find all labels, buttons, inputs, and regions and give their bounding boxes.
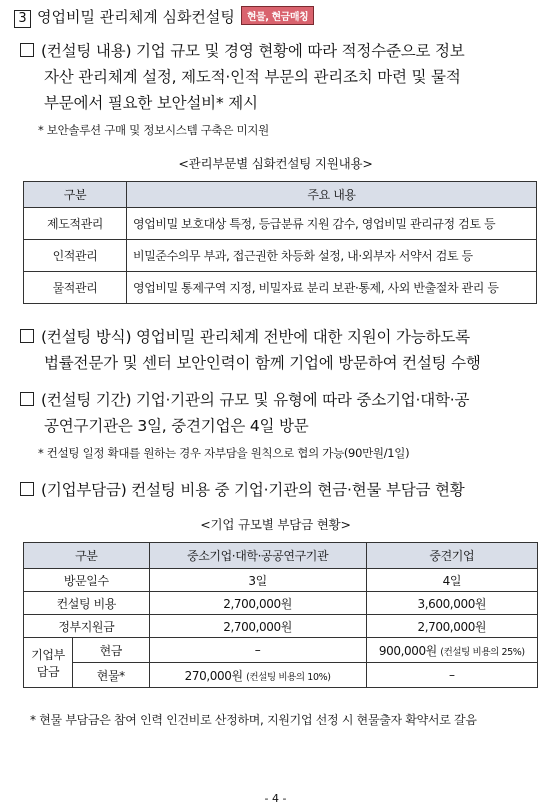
burden-line-1: (기업부담금) 컨설팅 비용 중 기업·기관의 현금·현물 부담금 현황 [41, 481, 465, 499]
page-number: - 4 - [264, 792, 287, 805]
inkind-label: 현물* [73, 663, 150, 688]
table1-row1-category: 제도적관리 [24, 208, 127, 240]
content-note: * 보안솔루션 구매 및 정보시스템 구축은 미지원 [38, 123, 269, 137]
table2-header-category: 구분 [24, 543, 150, 569]
table-row [24, 208, 537, 240]
checkbox-bullet-icon [20, 482, 34, 496]
cash-mid-value: 900,000원 [378, 643, 437, 658]
table-row [24, 272, 537, 304]
table1-row1-content: 영업비밀 보호대상 특정, 등급분류 지원 감수, 영업비밀 관리규정 검토 등 [127, 208, 537, 240]
cash-sme-value: – [149, 638, 366, 663]
checkbox-bullet-icon [20, 43, 34, 57]
row-label: 컨설팅 비용 [24, 592, 150, 615]
section-title-row [14, 6, 314, 28]
table-row [24, 569, 538, 592]
period-paragraph [20, 387, 545, 439]
support-content-table [23, 181, 537, 304]
row-mid-value: 2,700,000원 [366, 615, 537, 638]
row-mid-value: 3,600,000원 [366, 592, 537, 615]
table-row [24, 592, 538, 615]
row-sme-value: 2,700,000원 [149, 615, 366, 638]
table1-row3-content: 영업비밀 통제구역 지정, 비밀자료 분리 보관·통제, 사외 반출절차 관리 등 [127, 272, 537, 304]
content-line-2: 자산 관리체계 설정, 제도적·인적 부문의 관리조치 마련 및 물적 [44, 68, 461, 86]
table1-caption: <관리부문별 심화컨설팅 지원내용> [178, 156, 373, 171]
row-sme-value: 3일 [149, 569, 366, 592]
content-line-3: 부문에서 필요한 보안설비* 제시 [44, 94, 258, 112]
row-mid-value: 4일 [366, 569, 537, 592]
section-title: 영업비밀 관리체계 심화컨설팅 [37, 8, 235, 26]
inkind-sme-value: 270,000원 [184, 668, 243, 683]
content-line-1: (컨설팅 내용) 기업 규모 및 경영 현황에 따라 적정수준으로 정보 [41, 42, 465, 60]
table2-caption: <기업 규모별 부담금 현황> [200, 517, 351, 532]
period-note: * 컨설팅 일정 확대를 원하는 경우 자부담을 원칙으로 협의 가능(90만원/1일) [38, 446, 410, 460]
row-label: 방문일수 [24, 569, 150, 592]
method-paragraph [20, 324, 545, 376]
row-sme-value: 2,700,000원 [149, 592, 366, 615]
method-line-2: 법률전문가 및 센터 보안인력이 함께 기업에 방문하여 컨설팅 수행 [44, 354, 481, 372]
cash-label: 현금 [73, 638, 150, 663]
burden-group-label: 기업부담금 [24, 638, 73, 688]
table1-header-content: 주요 내용 [127, 182, 537, 208]
table2-header-sme: 중소기업·대학·공공연구기관 [149, 543, 366, 569]
inkind-sme-note: (컨설팅 비용의 10%) [246, 671, 331, 683]
section-number: 3 [14, 10, 31, 28]
period-line-1: (컨설팅 기간) 기업·기관의 규모 및 유형에 따라 중소기업·대학·공 [41, 391, 470, 409]
inkind-mid-value: – [366, 663, 537, 688]
period-line-2: 공연구기관은 3일, 중견기업은 4일 방문 [44, 417, 309, 435]
cash-mid-note: (컨설팅 비용의 25%) [440, 646, 525, 658]
inkind-sme-cell [149, 663, 366, 688]
table2-header-mid: 중견기업 [366, 543, 537, 569]
table1-row2-content: 비밀준수의무 부과, 접근권한 차등화 설정, 내·외부자 서약서 검토 등 [127, 240, 537, 272]
table-row [24, 663, 538, 688]
burden-table [23, 542, 538, 688]
table1-header-category: 구분 [24, 182, 127, 208]
bottom-note: * 현물 부담금은 참여 인력 인건비로 산정하며, 지원기업 선정 시 현물출자 확약서로 갈음 [30, 713, 477, 727]
row-label: 정부지원금 [24, 615, 150, 638]
table1-row2-category: 인적관리 [24, 240, 127, 272]
content-paragraph [20, 38, 545, 116]
table1-row3-category: 물적관리 [24, 272, 127, 304]
table-row [24, 638, 538, 663]
matching-badge: 현물, 현금매칭 [241, 6, 314, 25]
method-line-1: (컨설팅 방식) 영업비밀 관리체계 전반에 대한 지원이 가능하도록 [41, 328, 470, 346]
burden-paragraph [20, 477, 545, 503]
cash-mid-cell [366, 638, 537, 663]
table-row [24, 615, 538, 638]
table-row [24, 240, 537, 272]
checkbox-bullet-icon [20, 392, 34, 406]
checkbox-bullet-icon [20, 329, 34, 343]
